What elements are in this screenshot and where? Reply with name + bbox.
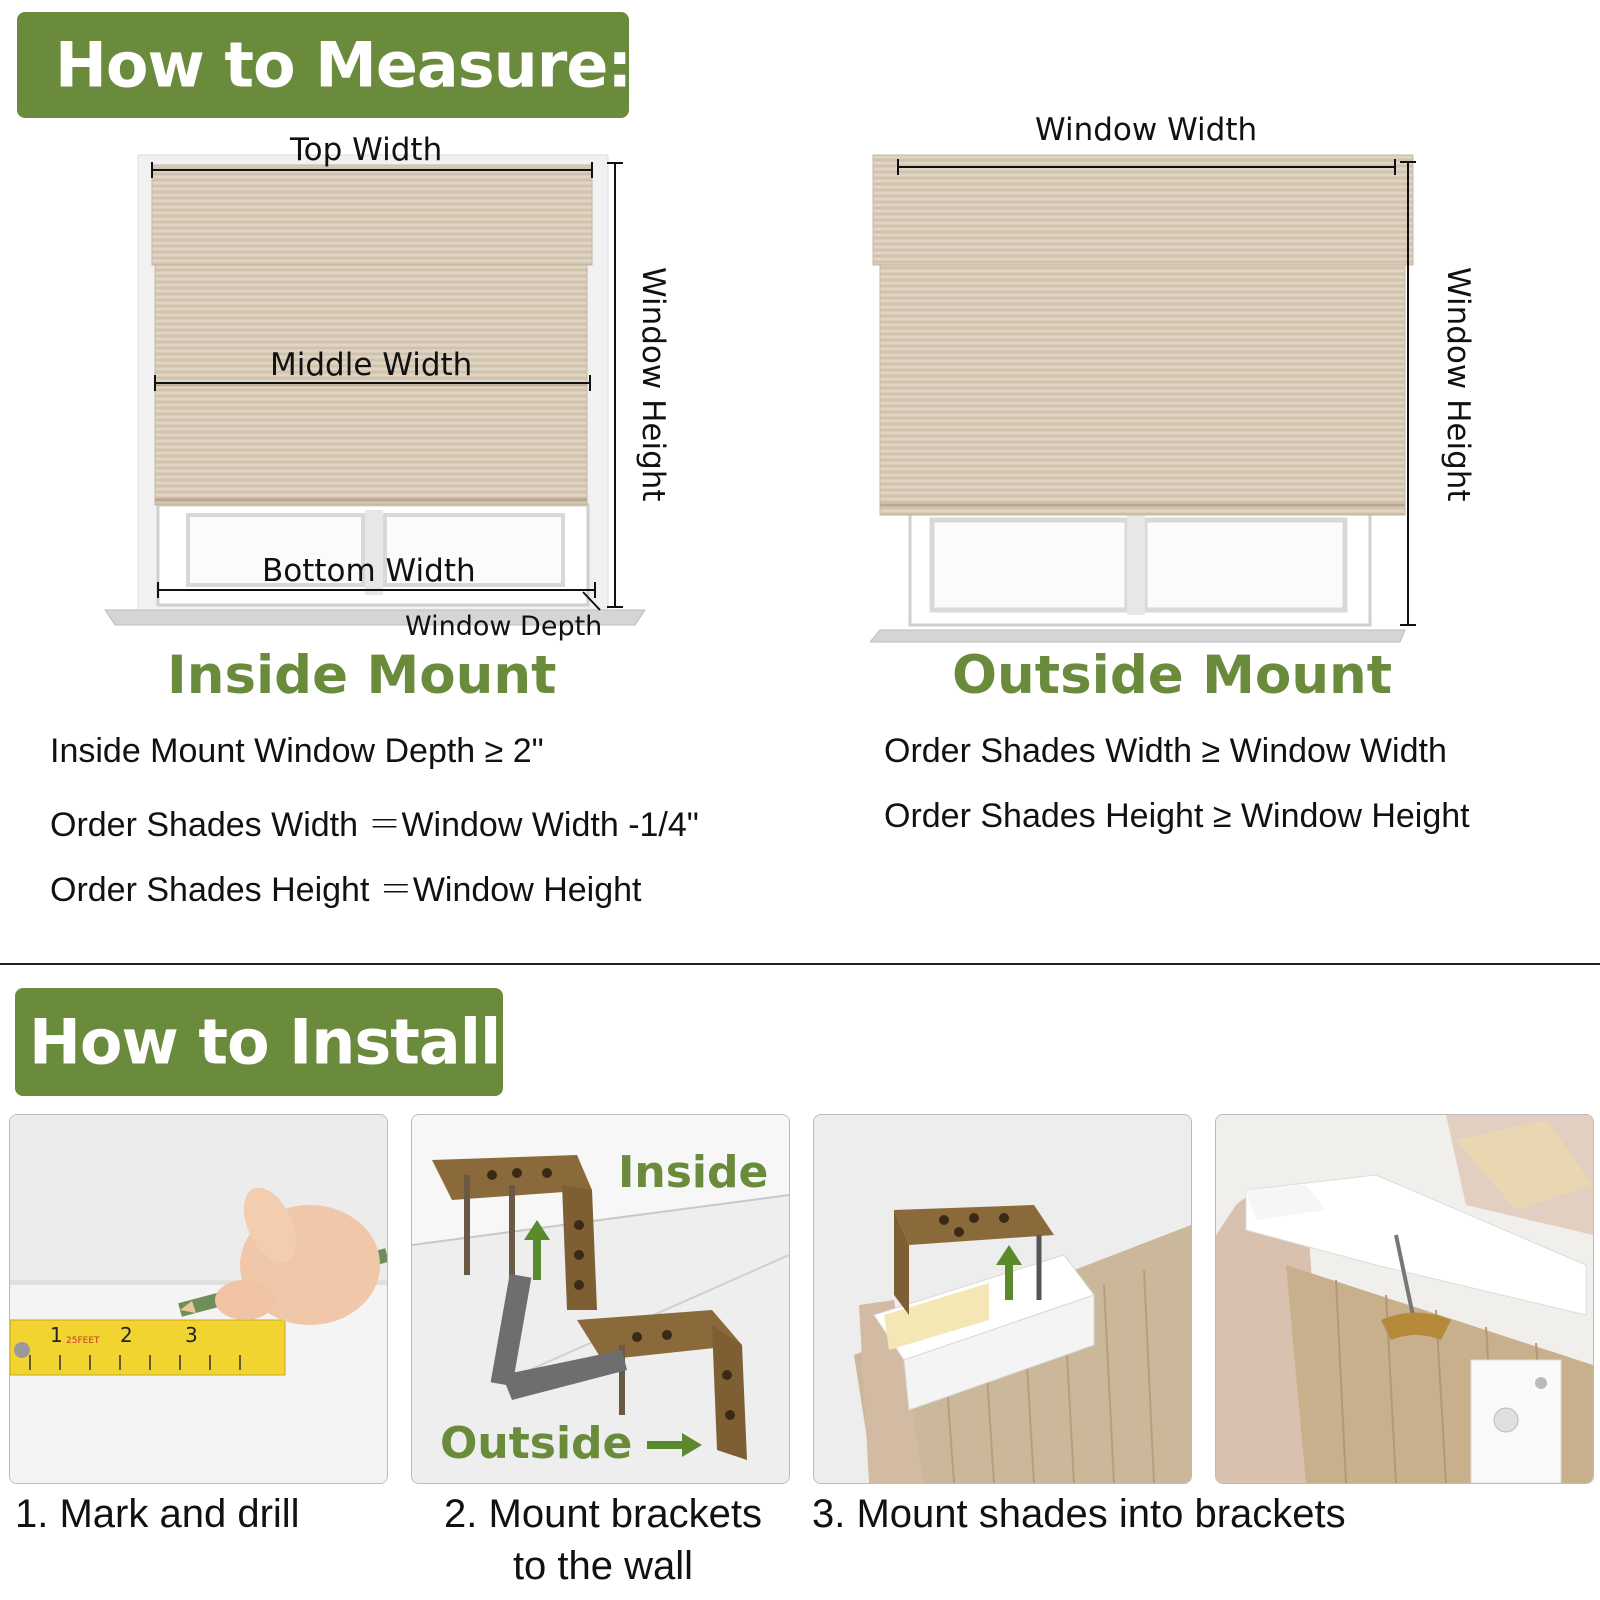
outside-window-height-label: Window Height xyxy=(1440,267,1476,502)
inside-rule-height: Order Shades Height ＝Window Height xyxy=(50,871,642,909)
wing-nut-image xyxy=(1216,1115,1593,1483)
outside-rule-width: Order Shades Width ≥ Window Width xyxy=(884,732,1447,770)
step1-caption: 1. Mark and drill xyxy=(15,1492,300,1536)
bottom-width-label: Bottom Width xyxy=(262,553,476,589)
inside-window-height-label: Window Height xyxy=(635,267,671,502)
install-heading-banner xyxy=(15,988,525,1096)
step2-photo xyxy=(411,1114,790,1484)
tape-measure-image xyxy=(10,1115,387,1483)
window-depth-label: Window Depth xyxy=(405,611,603,642)
top-width-label: Top Width xyxy=(290,132,443,168)
tape-mark-3: 3 xyxy=(185,1323,198,1347)
measure-heading: How to Measure: xyxy=(55,28,632,102)
headrail-bracket-image xyxy=(814,1115,1191,1483)
inside-rule-width: Order Shades Width ＝Window Width -1/4" xyxy=(50,806,699,844)
step3-caption: 3. Mount shades into brackets xyxy=(812,1492,1346,1536)
middle-width-label: Middle Width xyxy=(270,347,473,383)
step2-caption-line1: 2. Mount brackets xyxy=(444,1492,762,1536)
photo-outside-label: Outside xyxy=(440,1418,633,1469)
outside-window-width-label: Window Width xyxy=(1035,112,1258,148)
outside-mount-illustration xyxy=(870,110,1440,650)
tape-mark-1: 1 xyxy=(50,1323,63,1347)
step4-photo xyxy=(1215,1114,1594,1484)
outside-mount-title: Outside Mount xyxy=(952,645,1393,706)
tape-mark-2: 2 xyxy=(120,1323,133,1347)
outside-mount-diagram xyxy=(870,110,1476,650)
measure-heading-banner xyxy=(17,12,632,118)
section-divider xyxy=(0,963,1600,965)
step3-photo xyxy=(813,1114,1192,1484)
brackets-image xyxy=(412,1115,789,1483)
install-heading: How to Install: xyxy=(29,1005,525,1079)
inside-mount-diagram xyxy=(100,130,680,650)
outside-rule-height: Order Shades Height ≥ Window Height xyxy=(884,797,1470,835)
photo-inside-label: Inside xyxy=(618,1147,769,1198)
step2-caption xyxy=(418,1488,788,1592)
step1-photo xyxy=(9,1114,388,1484)
inside-mount-title: Inside Mount xyxy=(167,645,557,706)
tape-mark-brand: 25FEET xyxy=(66,1336,100,1346)
inside-rule-depth: Inside Mount Window Depth ≥ 2" xyxy=(50,732,544,770)
step2-caption-line2: to the wall xyxy=(512,1544,694,1588)
